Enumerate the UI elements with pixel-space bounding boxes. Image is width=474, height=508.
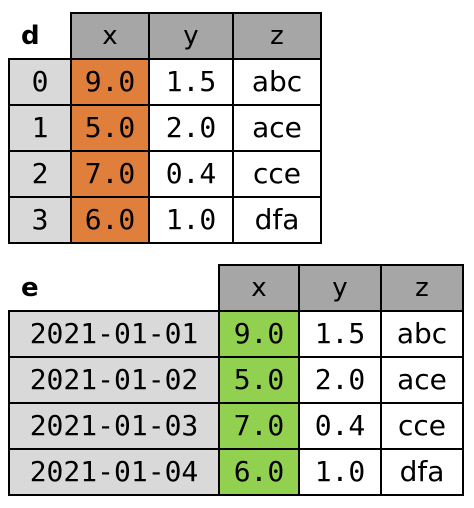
cell-x-highlighted: 6.0	[71, 197, 149, 243]
table-row	[9, 357, 463, 403]
cell-x-highlighted: 5.0	[219, 357, 299, 403]
column-header-x: x	[71, 13, 149, 59]
cell-z: cce	[233, 151, 321, 197]
cell-y: 1.0	[299, 449, 381, 495]
cell-z: ace	[233, 105, 321, 151]
cell-x-highlighted: 6.0	[219, 449, 299, 495]
table-row	[9, 151, 321, 197]
cell-z: abc	[233, 59, 321, 105]
dataframe-d-table	[8, 12, 322, 244]
row-index: 2021-01-02	[9, 357, 219, 403]
cell-y: 1.5	[299, 311, 381, 357]
table-row	[9, 59, 321, 105]
cell-y: 2.0	[299, 357, 381, 403]
cell-z: ace	[381, 357, 463, 403]
cell-x-highlighted: 7.0	[219, 403, 299, 449]
table-header-row	[9, 265, 463, 311]
row-index: 2021-01-04	[9, 449, 219, 495]
column-header-x: x	[219, 265, 299, 311]
table-name-label: d	[9, 13, 71, 59]
cell-y: 0.4	[149, 151, 233, 197]
cell-y: 2.0	[149, 105, 233, 151]
column-header-y: y	[149, 13, 233, 59]
cell-y: 0.4	[299, 403, 381, 449]
row-index: 2	[9, 151, 71, 197]
row-index: 0	[9, 59, 71, 105]
table-row	[9, 105, 321, 151]
row-index: 2021-01-01	[9, 311, 219, 357]
column-header-y: y	[299, 265, 381, 311]
cell-y: 1.0	[149, 197, 233, 243]
cell-z: dfa	[381, 449, 463, 495]
column-header-z: z	[381, 265, 463, 311]
row-index: 1	[9, 105, 71, 151]
dataframe-e-table	[8, 264, 464, 496]
cell-z: dfa	[233, 197, 321, 243]
cell-x-highlighted: 5.0	[71, 105, 149, 151]
row-index: 2021-01-03	[9, 403, 219, 449]
table-row	[9, 449, 463, 495]
cell-x-highlighted: 9.0	[71, 59, 149, 105]
cell-z: cce	[381, 403, 463, 449]
column-header-z: z	[233, 13, 321, 59]
cell-y: 1.5	[149, 59, 233, 105]
cell-x-highlighted: 7.0	[71, 151, 149, 197]
table-row	[9, 197, 321, 243]
table-row	[9, 403, 463, 449]
table-row	[9, 311, 463, 357]
cell-x-highlighted: 9.0	[219, 311, 299, 357]
table-name-label: e	[9, 265, 219, 311]
cell-z: abc	[381, 311, 463, 357]
table-header-row	[9, 13, 321, 59]
row-index: 3	[9, 197, 71, 243]
